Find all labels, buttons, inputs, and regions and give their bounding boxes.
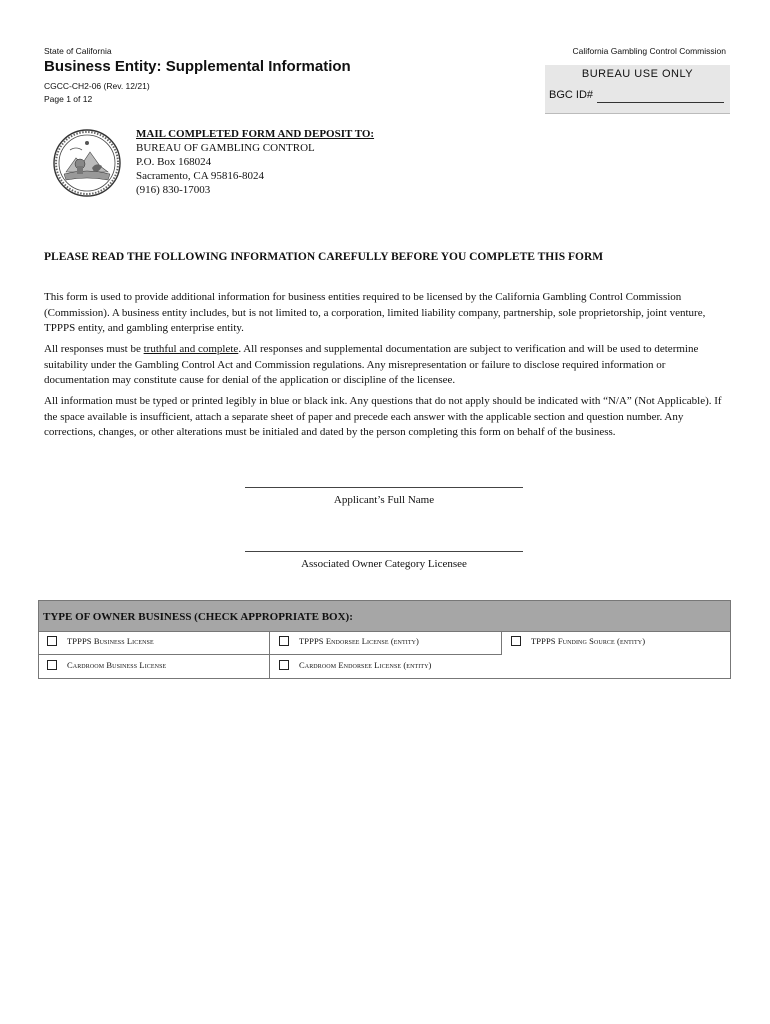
- option-cardroom-business-license[interactable]: [47, 660, 166, 670]
- table-divider: [269, 631, 270, 679]
- table-divider: [501, 631, 502, 655]
- checkbox[interactable]: [279, 636, 289, 646]
- form-title: Business Entity: Supplemental Information: [44, 58, 351, 75]
- form-number: CGCC-CH2-06 (Rev. 12/21): [44, 81, 150, 91]
- option-label: TPPPS Funding Source (entity): [531, 636, 646, 646]
- associated-owner-field[interactable]: [245, 551, 523, 552]
- instructions-paragraph: All information must be typed or printed legibly in blue or black ink. Any questions that do not apply should be indicated with “N/A” (Not Applicable). If the space available is insufficient, attach a separate sheet of paper and precede each answer with the applicable section and question number. Any corrections, changes, or other alterations must be initialed and dated by the person completing this form on behalf of the business.: [44, 395, 722, 438]
- mailing-line: P.O. Box 168024: [136, 156, 212, 168]
- option-label: Cardroom Business License: [67, 660, 167, 670]
- checkbox[interactable]: [279, 660, 289, 670]
- owner-type-heading: TYPE OF OWNER BUSINESS (CHECK APPROPRIATE BOX):: [43, 611, 353, 623]
- owner-type-table: [38, 600, 731, 679]
- responses-text: . All responses and supplemental documentation are subject to verification and will be used to determine suitability under the Gambling Control Act and Commission regulations. Any misrepresentation or failure to disclose required information or documentation may constitute cause for denial of the application or discipline of the licensee.: [44, 343, 699, 386]
- intro-paragraph: This form is used to provide additional information for business entities required to be licensed by the California Gambling Control Commission (Commission). A business entity includes, but is not limited to, a corporation, limited liability company, partnership, sole proprietorship, joint venture, TPPPS entity, and gambling enterprise entity.: [44, 291, 706, 334]
- truthful-complete-text: truthful and complete: [143, 343, 239, 355]
- bureau-use-title: BUREAU USE ONLY: [581, 68, 694, 80]
- mailing-address: [136, 127, 374, 197]
- applicant-name-field[interactable]: [245, 487, 523, 488]
- responses-paragraph: [44, 342, 729, 389]
- associated-owner-label: Associated Owner Category Licensee: [301, 558, 467, 570]
- owner-type-header: [39, 601, 730, 632]
- bureau-use-box: [545, 65, 730, 114]
- applicant-name-label: Applicant’s Full Name: [333, 494, 435, 506]
- agency-label: California Gambling Control Commission: [572, 46, 726, 56]
- mailing-heading: MAIL COMPLETED FORM AND DEPOSIT TO:: [136, 128, 375, 140]
- option-tppps-funding-source[interactable]: [511, 636, 645, 646]
- checkbox[interactable]: [511, 636, 521, 646]
- mailing-line: BUREAU OF GAMBLING CONTROL: [136, 142, 315, 154]
- option-tppps-business-license[interactable]: [47, 636, 154, 646]
- table-divider: [39, 654, 501, 655]
- checkbox[interactable]: [47, 660, 57, 670]
- responses-text: All responses must be: [44, 343, 144, 355]
- state-label: State of California: [44, 46, 112, 56]
- mailing-line: (916) 830-17003: [136, 184, 211, 196]
- bgc-id-label: BGC ID#: [549, 89, 594, 101]
- option-label: Cardroom Endorsee License (entity): [299, 660, 432, 670]
- bgc-id-field[interactable]: [597, 102, 724, 103]
- state-seal-icon: [52, 128, 122, 198]
- mailing-line: Sacramento, CA 95816-8024: [136, 170, 265, 182]
- checkbox[interactable]: [47, 636, 57, 646]
- option-cardroom-endorsee-license[interactable]: [279, 660, 432, 670]
- read-carefully-notice: PLEASE READ THE FOLLOWING INFORMATION CAREFULLY BEFORE YOU COMPLETE THIS FORM: [44, 251, 604, 263]
- option-label: TPPPS Endorsee License (entity): [299, 636, 419, 646]
- option-label: TPPPS Business License: [67, 636, 154, 646]
- option-tppps-endorsee-license[interactable]: [279, 636, 419, 646]
- page-number: Page 1 of 12: [44, 94, 93, 104]
